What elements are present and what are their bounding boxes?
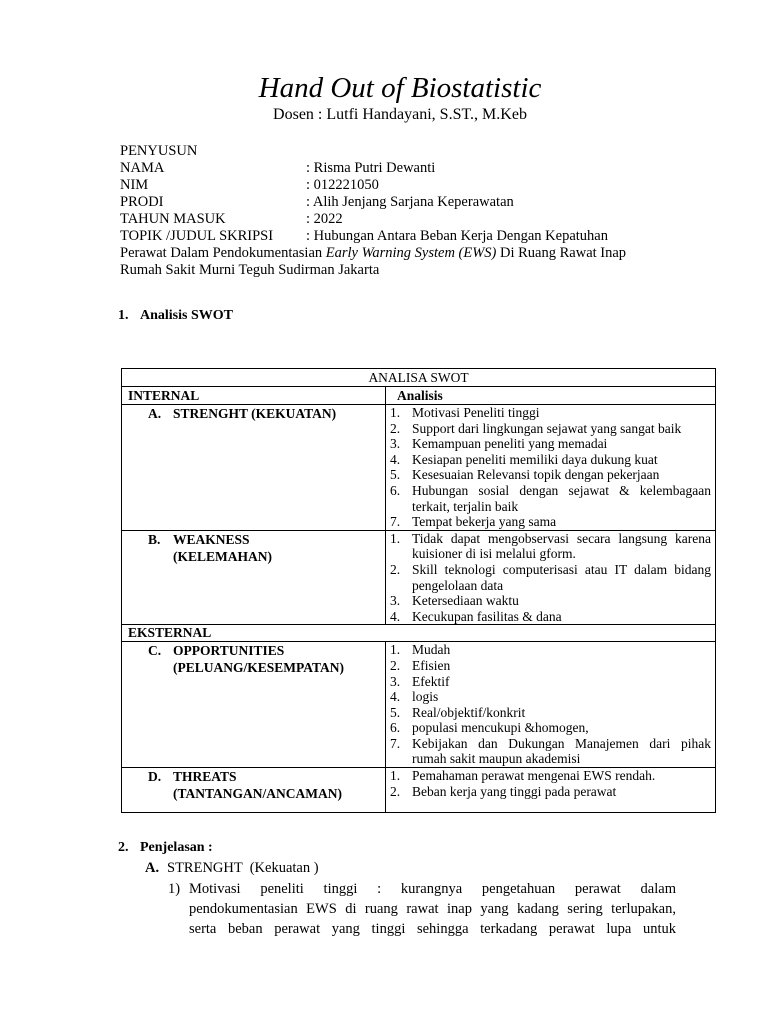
list-item: 3. Kemampuan peneliti yang memadai [390,436,608,452]
author-info [120,143,680,279]
analysis-label: Analisis [386,387,716,405]
explanation-paragraph: 1) Motivasi peneliti tinggi : kurangnya pengetahuan perawat dalam pendokumentasian EWS di ruang rawat inap yang kadang sering terlupakan, serta beban perawat yang tinggi sehingga terkadang perawat lupa untuk [168,881,676,937]
info-row: TAHUN MASUK : 2022 [120,211,343,227]
list-item: 6. Hubungan sosial dengan sejawat & kelembagaan terkait, terjalin baik [390,482,711,514]
list-item: 1. Motivasi Peneliti tinggi [390,405,540,420]
swot-table [121,368,716,813]
threats-list [390,768,711,799]
topic-line-2: Perawat Dalam Pendokumentasian Early Warning System (EWS) Di Ruang Rawat Inap [120,245,627,261]
swot-row-weakness [122,530,716,625]
swot-row-strength [122,405,716,531]
external-label: EKSTERNAL [122,625,716,642]
info-row: NAMA : Risma Putri Dewanti [120,160,436,176]
swot-row-threats [122,768,716,813]
list-item: 1. Mudah [390,642,451,658]
swot-row-opportunities [122,642,716,768]
document-title: Hand Out of Biostatistic [258,72,542,104]
lecturer-line: Dosen : Lutfi Handayani, S.ST., M.Keb [273,106,527,123]
list-item: 2. Skill teknologi computerisasi atau IT dalam bidang pengelolaan data [390,561,711,593]
internal-label: INTERNAL [122,387,386,405]
author-heading: PENYUSUN [120,143,198,159]
category-label: B. WEAKNESS (KELEMAHAN) [148,531,272,564]
list-item: 1. Tidak dapat mengobservasi secara langsung karena kuisioner di isi melalui gform. [390,530,711,562]
list-item: 6. populasi mencukupi &homogen, [390,720,589,736]
list-item: 4. Kesiapan peneliti memiliki daya dukung kuat [390,451,658,467]
category-label: D. THREATS (TANTANGAN/ANCAMAN) [148,769,342,802]
info-row: NIM : 012221050 [120,177,379,193]
opportunities-list [390,642,711,767]
list-item: 7. Tempat bekerja yang sama [390,514,557,530]
list-item: 2. Beban kerja yang tinggi pada perawat [390,783,617,799]
strength-list [390,405,711,530]
paragraph-line: serta beban perawat yang tinggi sehingga terkadang perawat lupa untuk [189,921,676,937]
list-item: 3. Efektif [390,673,450,689]
section-heading-penjelasan: 2. Penjelasan : [118,840,213,855]
swot-table-header: ANALISA SWOT [122,369,716,387]
list-item: 2. Support dari lingkungan sejawat yang sangat baik [390,420,682,436]
list-item: 4. Kecukupan fasilitas & dana [390,608,562,624]
list-item: 4. logis [390,689,439,705]
section-heading-swot: 1. Analisis SWOT [118,308,233,323]
paragraph-line: Motivasi peneliti tinggi : kurangnya pengetahuan perawat dalam [189,881,676,897]
topic-line-3: Rumah Sakit Murni Teguh Sudirman Jakarta [120,262,380,278]
list-item: 3. Ketersediaan waktu [390,593,519,609]
category-label: C. OPPORTUNITIES (PELUANG/KESEMPATAN) [148,643,344,676]
weakness-list [390,531,711,625]
list-item: 2. Efisien [390,657,451,673]
list-item: 7. Kebijakan dan Dukungan Manajemen dari pihak rumah sakit maupun akademisi [390,735,711,767]
info-row: PRODI : Alih Jenjang Sarjana Keperawatan [120,194,514,210]
list-item: 1. Pemahaman perawat mengenai EWS rendah. [390,768,656,784]
info-row: TOPIK /JUDUL SKRIPSI : Hubungan Antara Beban Kerja Dengan Kepatuhan [120,228,608,244]
list-item: 5. Real/objektif/konkrit [390,704,526,720]
category-label: A. STRENGHT (KEKUATAN) [148,406,337,421]
list-item: 5. Kesesuaian Relevansi topik dengan pekerjaan [390,467,660,483]
paragraph-line: pendokumentasian EWS di ruang rawat inap yang kadang sering terlupakan, [189,901,676,917]
subsection-heading-strength: A. STRENGHT (Kekuatan ) [145,860,319,876]
